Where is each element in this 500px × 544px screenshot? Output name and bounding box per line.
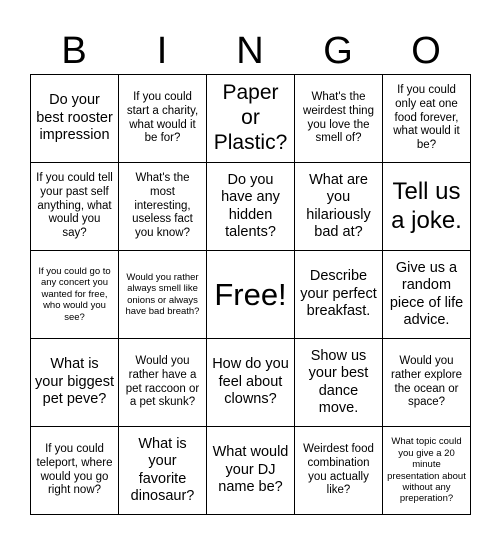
bingo-cell-text: What would your DJ name be? (212, 444, 289, 496)
free-space-cell (207, 251, 295, 339)
bingo-cell (119, 163, 207, 251)
bingo-cell-text: Show us your best dance move. (308, 347, 369, 416)
bingo-cell-text: Would you rather always smell like onions or always have bad breath? (125, 271, 200, 317)
bingo-cell-text: Tell us a joke. (391, 177, 462, 234)
bingo-cell (295, 75, 383, 163)
bingo-cell-text: What are you hilariously bad at? (306, 171, 371, 240)
bingo-cell-text: What topic could you give a 20 minute presentation about without any preperation? (387, 436, 466, 505)
bingo-cell (295, 251, 383, 339)
bingo-cell-text: How do you feel about clowns? (212, 356, 289, 408)
bingo-cell (295, 339, 383, 427)
bingo-cell (31, 339, 119, 427)
bingo-cell (383, 75, 471, 163)
bingo-cell-text: Do your best rooster impression (36, 92, 113, 144)
bingo-cell (119, 427, 207, 515)
bingo-cell (31, 427, 119, 515)
free-space-text: Free! (214, 276, 287, 312)
bingo-cell (383, 163, 471, 251)
bingo-cell-text: If you could only eat one food forever, what would it be? (393, 84, 460, 152)
bingo-cell (207, 339, 295, 427)
bingo-cell-text: What's the most interesting, useless fact you know? (132, 172, 193, 240)
bingo-cell (295, 163, 383, 251)
bingo-cell-text: What is your biggest pet peve? (35, 356, 114, 408)
header-letter-o: O (411, 30, 441, 72)
bingo-header (30, 28, 472, 74)
bingo-card-grid (30, 74, 471, 515)
bingo-cell-text: What is your favorite dinosaur? (130, 435, 195, 504)
bingo-cell-text: If you could start a charity, what would it be for? (126, 90, 199, 145)
bingo-cell-text: If you could teleport, where would you go right now? (36, 442, 113, 497)
bingo-cell (119, 251, 207, 339)
bingo-cell-text: Give us a random piece of life advice. (389, 259, 464, 328)
header-letter-i: I (156, 30, 168, 72)
bingo-cell-text: Describe your perfect breakfast. (300, 268, 377, 320)
header-letter-b: B (61, 30, 87, 72)
bingo-cell (383, 339, 471, 427)
bingo-cell-text: What's the weirdest thing you love the smell of? (303, 90, 374, 145)
bingo-cell-text: Weirdest food combination you actually like? (303, 442, 374, 497)
bingo-cell (119, 339, 207, 427)
header-letter-n: N (236, 30, 264, 72)
bingo-cell-text: Do you have any hidden talents? (221, 171, 280, 240)
bingo-cell (207, 427, 295, 515)
bingo-cell (31, 163, 119, 251)
bingo-cell (207, 163, 295, 251)
bingo-cell-text: If you could go to any concert you wanted for free, who would you see? (38, 266, 111, 323)
bingo-cell-text: Would you rather have a pet raccoon or a pet skunk? (125, 354, 200, 409)
bingo-cell (207, 75, 295, 163)
bingo-cell (31, 75, 119, 163)
bingo-cell (119, 75, 207, 163)
header-letter-g: G (323, 30, 353, 72)
bingo-cell (383, 251, 471, 339)
bingo-cell (383, 427, 471, 515)
bingo-cell-text: Would you rather explore the ocean or space? (391, 354, 462, 409)
bingo-cell-text: If you could tell your past self anything, what would you say? (36, 172, 113, 240)
bingo-cell (295, 427, 383, 515)
bingo-cell (31, 251, 119, 339)
bingo-cell-text: Paper or Plastic? (213, 81, 288, 154)
